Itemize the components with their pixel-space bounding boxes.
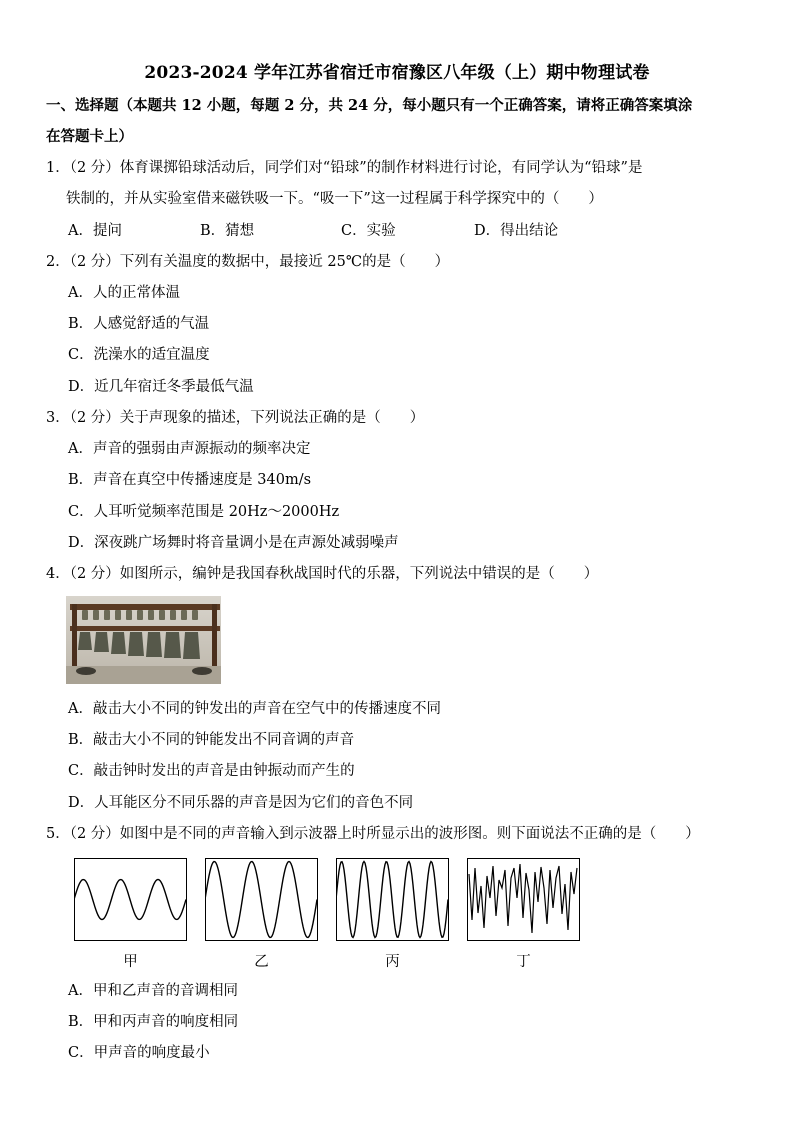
q3-option-b: B．声音在真空中传播速度是 340m/s xyxy=(68,472,312,488)
q4-option-b: B．敲击大小不同的钟能发出不同音调的声音 xyxy=(68,732,355,748)
q2-option-d: D．近几年宿迁冬季最低气温 xyxy=(68,379,254,395)
q4-option-c: C．敲击钟时发出的声音是由钟振动而产生的 xyxy=(68,763,355,779)
bianzhong-bells-photo xyxy=(66,596,221,684)
exam-title: 2023-2024 学年江苏省宿迁市宿豫区八年级（上）期中物理试卷 xyxy=(144,63,650,83)
q3-stem: 3．（2 分）关于声现象的描述，下列说法正确的是（ ） xyxy=(46,410,425,426)
q2-option-b: B．人感觉舒适的气温 xyxy=(68,316,210,332)
q5-option-b: B．甲和丙声音的响度相同 xyxy=(68,1014,239,1030)
q2-option-a: A．人的正常体温 xyxy=(68,285,180,301)
q1-option-b: B．猜想 xyxy=(200,223,255,239)
q2-stem: 2．（2 分）下列有关温度的数据中，最接近 25℃的是（ ） xyxy=(46,254,450,270)
q1-stem-line1: 1．（2 分）体育课掷铅球活动后，同学们对“铅球”的制作材料进行讨论，有同学认为“铅球”是 xyxy=(46,160,643,176)
q4-option-a: A．敲击大小不同的钟发出的声音在空气中的传播速度不同 xyxy=(68,701,441,717)
waveform-label-jia: 甲 xyxy=(123,954,138,970)
waveform-bing xyxy=(336,858,449,941)
q3-option-d: D．深夜跳广场舞时将音量调小是在声源处减弱噪声 xyxy=(68,535,399,551)
q4-stem: 4．（2 分）如图所示，编钟是我国春秋战国时代的乐器，下列说法中错误的是（ ） xyxy=(46,566,599,582)
q4-option-d: D．人耳能区分不同乐器的声音是因为它们的音色不同 xyxy=(68,795,414,811)
q1-option-a: A．提问 xyxy=(68,223,122,239)
q1-stem-line2: 铁制的，并从实验室借来磁铁吸一下。“吸一下”这一过程属于科学探究中的（ ） xyxy=(66,191,603,207)
waveform-label-yi: 乙 xyxy=(254,954,269,970)
waveform-jia xyxy=(74,858,187,941)
waveform-ding xyxy=(467,858,580,941)
waveform-label-bing: 丙 xyxy=(385,954,400,970)
q5-option-a: A．甲和乙声音的音调相同 xyxy=(68,983,238,999)
q3-option-a: A．声音的强弱由声源振动的频率决定 xyxy=(68,441,311,457)
waveform-label-ding: 丁 xyxy=(516,954,531,970)
q1-option-d: D．得出结论 xyxy=(474,223,559,239)
q3-option-c: C．人耳听觉频率范围是 20Hz～2000Hz xyxy=(68,504,340,520)
q5-option-c: C．甲声音的响度最小 xyxy=(68,1045,210,1061)
waveform-yi xyxy=(205,858,318,941)
q5-stem: 5．（2 分）如图中是不同的声音输入到示波器上时所显示出的波形图。则下面说法不正确的是（ ） xyxy=(46,826,700,842)
q2-option-c: C．洗澡水的适宜温度 xyxy=(68,347,210,363)
section-heading-line1: 一、选择题（本题共 12 小题，每题 2 分，共 24 分，每小题只有一个正确答案，请将正确答案填涂 xyxy=(46,97,693,114)
section-heading-line2: 在答题卡上） xyxy=(46,128,133,145)
q1-option-c: C．实验 xyxy=(341,223,396,239)
